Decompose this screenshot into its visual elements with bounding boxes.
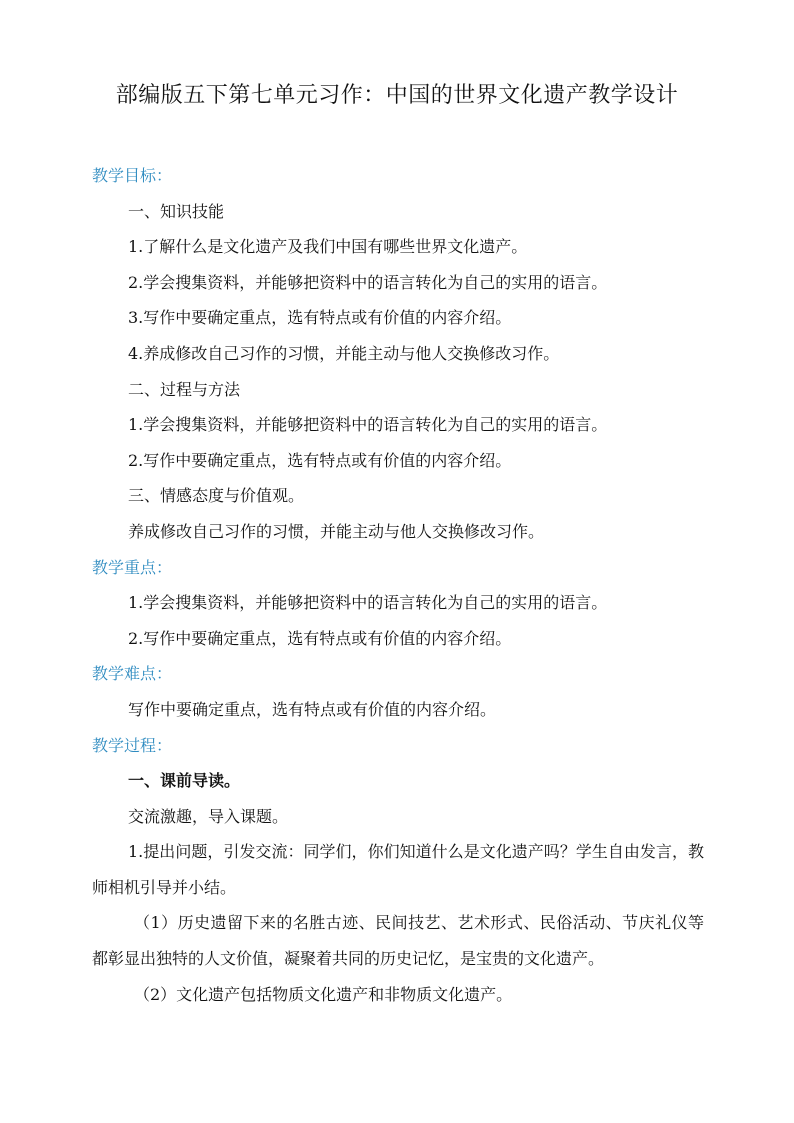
key-point-item: 2.写作中要确定重点，选有特点或有价值的内容介绍。 (128, 628, 512, 648)
difficulty-heading: 教学难点： (92, 664, 173, 684)
document-body (92, 158, 704, 1012)
goals-section-1-item: 3.写作中要确定重点，选有特点或有价值的内容介绍。 (128, 308, 512, 328)
difficulty-text: 写作中要确定重点，选有特点或有价值的内容介绍。 (128, 699, 497, 719)
goals-section-3-text: 养成修改自己习作的习惯，并能主动与他人交换修改习作。 (128, 521, 545, 541)
goals-heading: 教学目标： (92, 166, 173, 185)
process-paragraph-1: 1.提出问题，引发交流：同学们，你们知道什么是文化遗产吗？学生自由发言，教师相机引导并小结。 (92, 842, 704, 897)
goals-section-2-title: 二、过程与方法 (128, 379, 241, 399)
process-paragraph-3: （2）文化遗产包括物质文化遗产和非物质文化遗产。 (134, 984, 513, 1004)
goals-section-1-item: 4.养成修改自己习作的习惯，并能主动与他人交换修改习作。 (128, 343, 560, 363)
process-step-1-subtitle: 交流激趣，导入课题。 (128, 806, 289, 826)
goals-section-2-item: 1.学会搜集资料，并能够把资料中的语言转化为自己的实用的语言。 (128, 415, 608, 435)
goals-section-1-item: 1.了解什么是文化遗产及我们中国有哪些世界文化遗产。 (128, 237, 528, 257)
goals-section-2-item: 2.写作中要确定重点，选有特点或有价值的内容介绍。 (128, 450, 512, 470)
goals-section-3-title: 三、情感态度与价值观。 (128, 486, 305, 506)
process-heading: 教学过程： (92, 735, 173, 755)
goals-section-1-title: 一、知识技能 (128, 201, 225, 221)
goals-section-1-item: 2.学会搜集资料，并能够把资料中的语言转化为自己的实用的语言。 (128, 272, 608, 292)
key-point-item: 1.学会搜集资料，并能够把资料中的语言转化为自己的实用的语言。 (128, 593, 608, 613)
key-points-heading: 教学重点： (92, 557, 173, 577)
process-paragraph-2: （1）历史遗留下来的名胜古迹、民间技艺、艺术形式、民俗活动、节庆礼仪等都彰显出独特的人文价值，凝聚着共同的历史记忆，是宝贵的文化遗产。 (92, 913, 704, 969)
process-step-1-title: 一、课前导读。 (128, 771, 241, 791)
document-title: 部编版五下第七单元习作：中国的世界文化遗产教学设计 (115, 83, 679, 108)
